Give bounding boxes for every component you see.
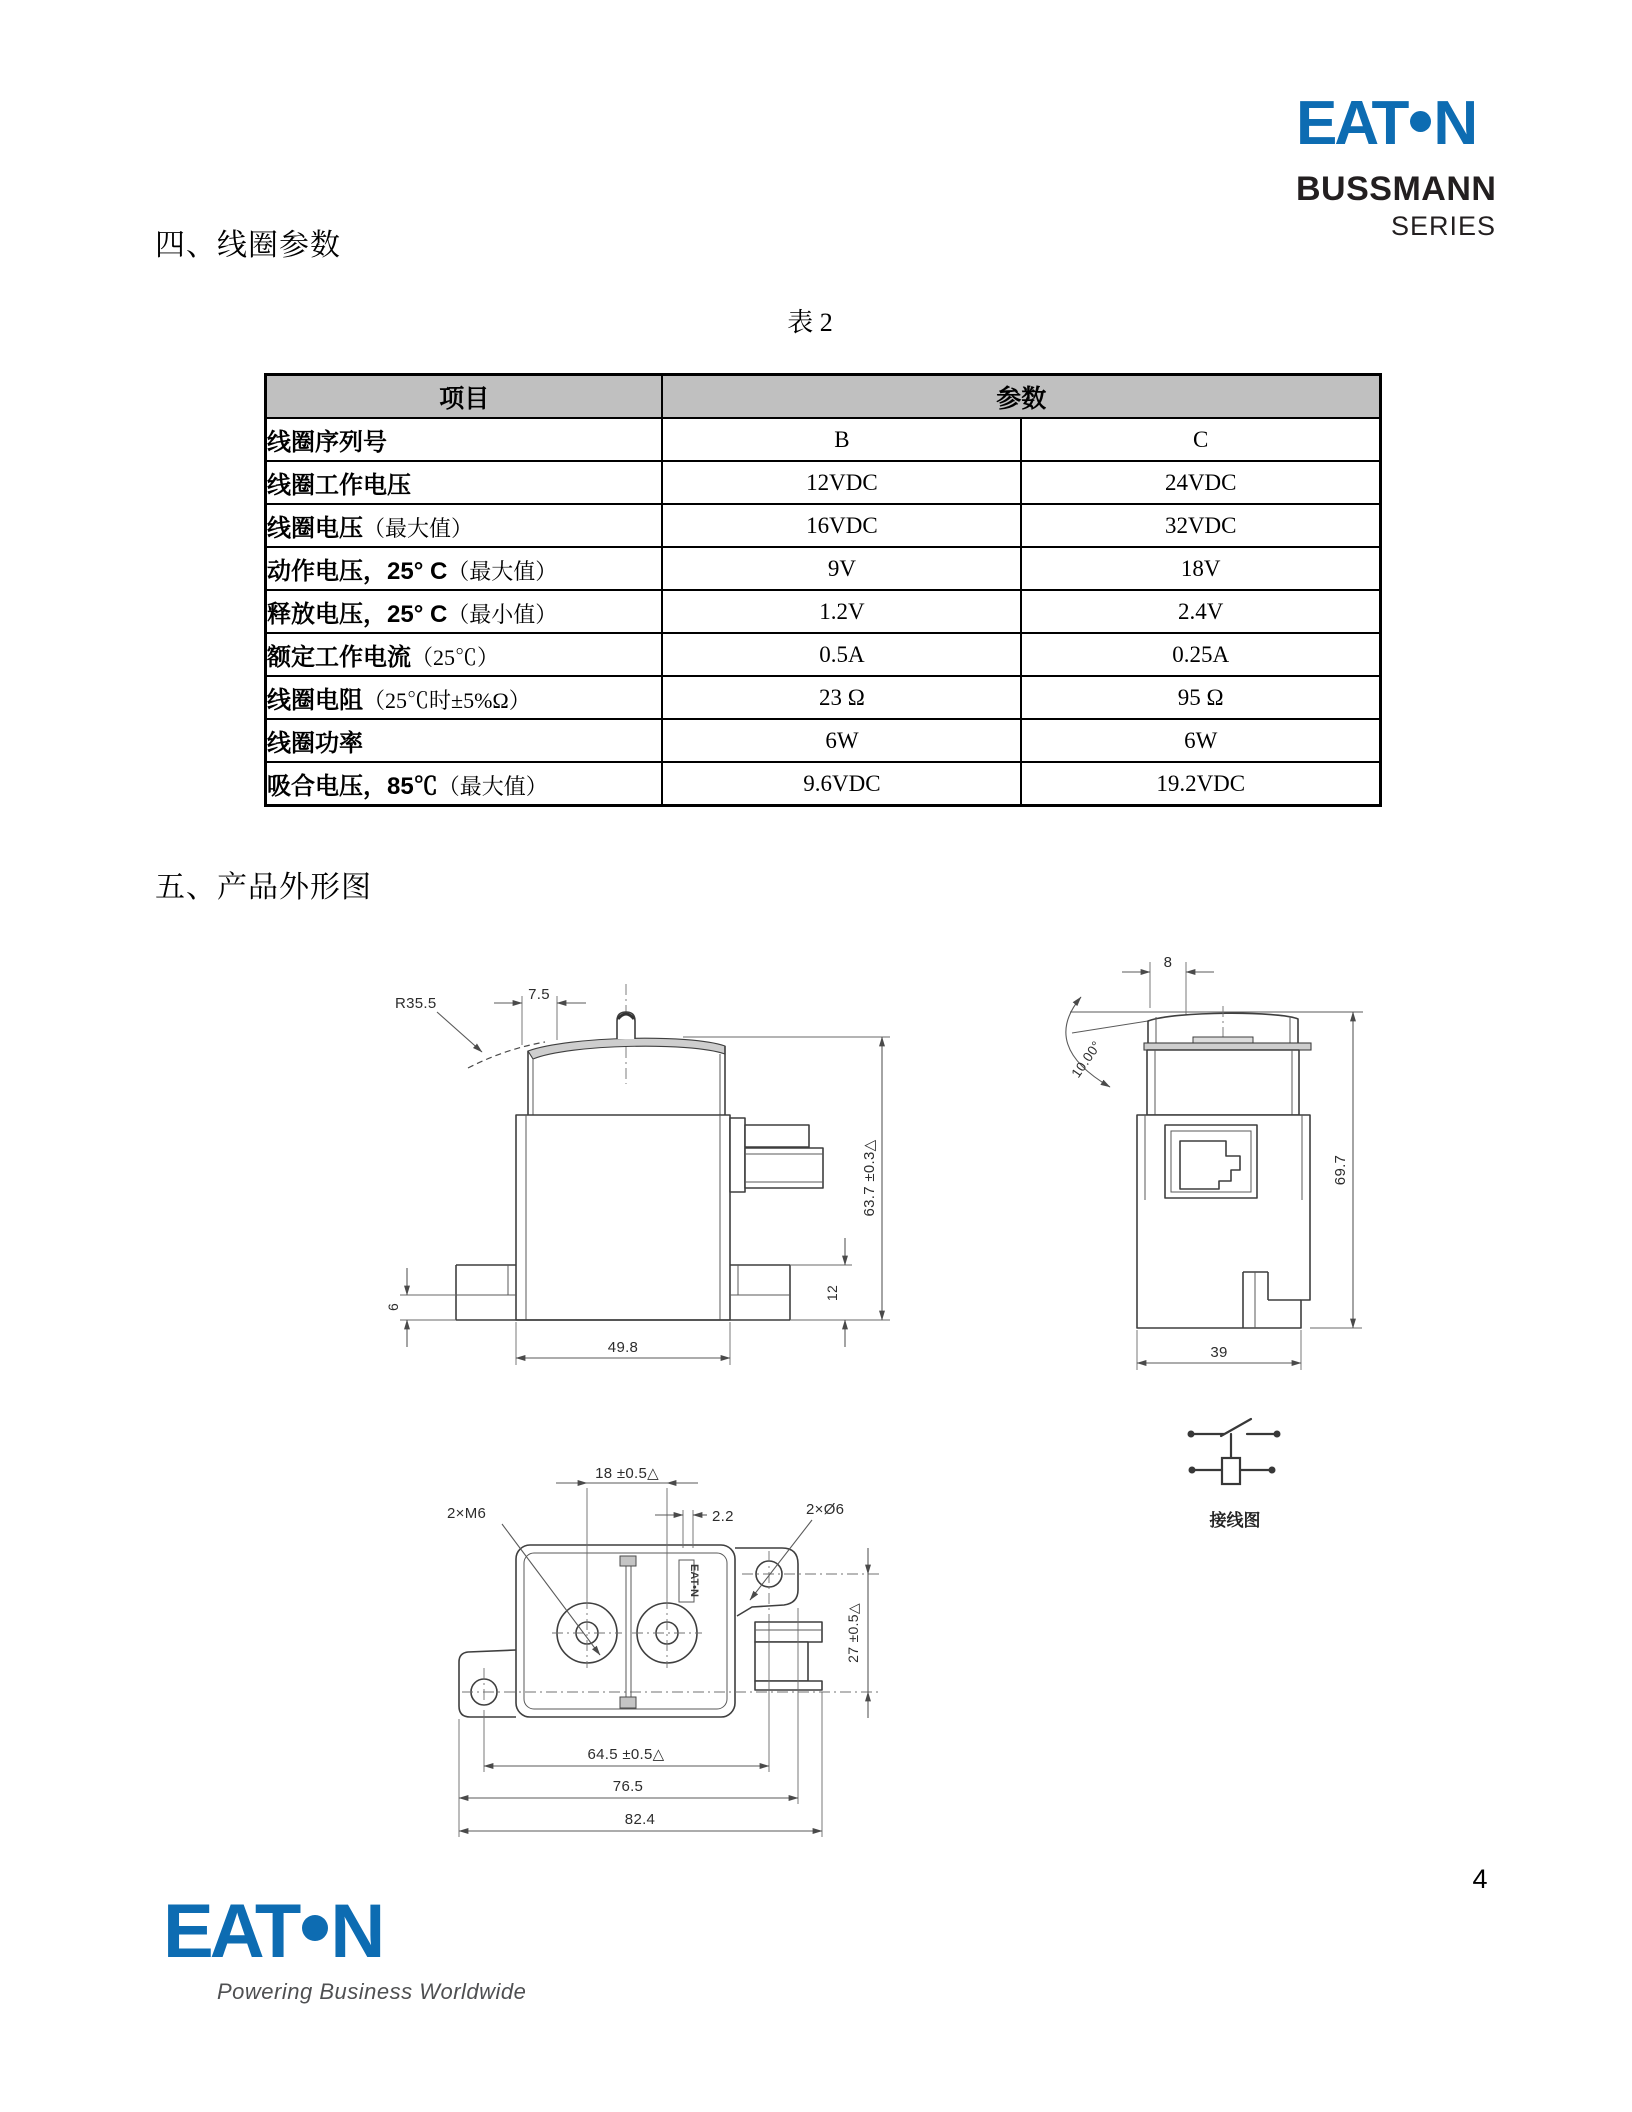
label-mount-holes: 2×Ø6 [806, 1501, 845, 1518]
bottom-view-drawing [447, 1465, 880, 1837]
eaton-logo-letter-n: N [330, 1889, 382, 1974]
section-title-coil-parameters: 四、线圈参数 [155, 229, 341, 262]
mini-eaton-logo: EAT•N [688, 1564, 700, 1597]
wiring-diagram [1188, 1419, 1281, 1530]
dim-front-width: 49.8 [607, 1339, 639, 1356]
table-row: 线圈电压（最大值） 16VDC 32VDC [266, 504, 1381, 547]
table-row: 线圈序列号 B C [266, 418, 1381, 461]
series-wordmark: SERIES [1390, 211, 1496, 241]
page-number: 4 [1472, 1864, 1488, 1894]
dim-front-flange: 6 [385, 1302, 401, 1312]
front-view-drawing [385, 984, 890, 1365]
eaton-logo-dot-icon [302, 1915, 328, 1941]
dim-side-top: 8 [1163, 954, 1173, 971]
dim-side-angle: 10.00° [1068, 1038, 1105, 1081]
dim-side-height: 69.7 [1332, 1154, 1349, 1186]
dim-front-step: 12 [824, 1284, 840, 1302]
eaton-logo [1296, 89, 1496, 158]
coil-parameter-table [264, 373, 1382, 807]
eaton-logo-letters: EAT [1296, 89, 1407, 158]
table-row: 额定工作电流（25℃） 0.5A 0.25A [266, 633, 1381, 676]
section-title-product-outline: 五、产品外形图 [155, 871, 372, 904]
table-header-row [266, 375, 1381, 419]
bussmann-wordmark: BUSSMANN [1296, 170, 1497, 208]
dim-bottom-span-outer: 82.4 [624, 1811, 656, 1828]
side-view-drawing [1066, 954, 1363, 1370]
dim-bottom-pitch: 18 ±0.5△ [595, 1465, 659, 1482]
table-row: 动作电压，25° C（最大值） 9V 18V [266, 547, 1381, 590]
dim-front-top-width: 7.5 [528, 986, 550, 1003]
dim-front-radius: R35.5 [395, 995, 437, 1012]
dim-front-height: 63.7 ±0.3△ [861, 1139, 878, 1217]
dim-side-width: 39 [1210, 1344, 1228, 1361]
product-outline-drawing [0, 930, 1632, 1865]
dim-bottom-span-inner: 64.5 ±0.5△ [587, 1746, 665, 1763]
eaton-logo-dot-icon [1410, 111, 1431, 132]
dim-bottom-span-mid: 76.5 [612, 1778, 644, 1795]
header-brand [1296, 89, 1497, 242]
eaton-logo-letter-n: N [1433, 89, 1476, 158]
footer-brand [163, 1889, 527, 2005]
table-row: 吸合电压，85℃（最大值） 9.6VDC 19.2VDC [266, 762, 1381, 806]
dim-bottom-offset: 27 ±0.5△ [845, 1603, 861, 1663]
dim-bottom-slot: 2.2 [712, 1508, 734, 1525]
col-header-item: 项目 [266, 375, 663, 419]
table-row: 线圈功率 6W 6W [266, 719, 1381, 762]
table-row: 释放电压，25° C（最小值） 1.2V 2.4V [266, 590, 1381, 633]
wiring-diagram-caption: 接线图 [1209, 1511, 1261, 1530]
table-row: 线圈工作电压 12VDC 24VDC [266, 461, 1381, 504]
table-row: 线圈电阻（25℃时±5%Ω） 23 Ω 95 Ω [266, 676, 1381, 719]
table-caption: 表 2 [787, 308, 833, 337]
eaton-tagline: Powering Business Worldwide [217, 1979, 527, 2004]
col-header-param: 参数 [662, 375, 1380, 419]
label-thread-holes: 2×M6 [447, 1505, 487, 1522]
eaton-logo-footer [163, 1889, 526, 1974]
eaton-logo-letters: EAT [163, 1889, 298, 1974]
